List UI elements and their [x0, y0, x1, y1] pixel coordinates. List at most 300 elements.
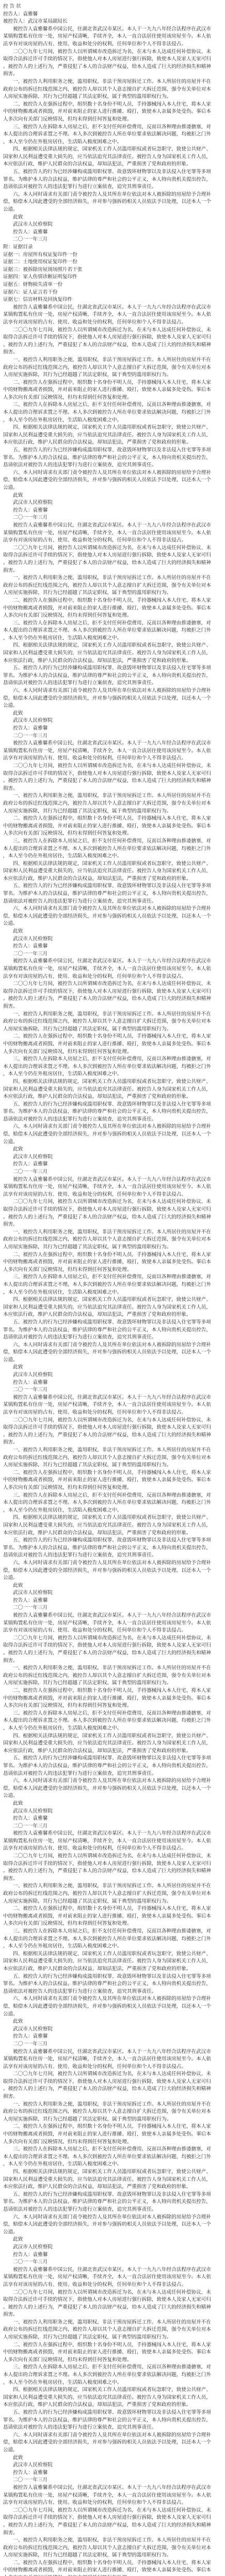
paragraph-line: 控告人：袁雅馨: [3, 2469, 48, 2476]
paragraph-line: 中的财物搬离或者损毁，并对前来阻止的家人进行推搡、殴打，致使本人亲属多处受伤。事后本: [3, 1913, 211, 1919]
header-line: 控告人：袁雅馨: [3, 11, 38, 17]
paragraph-line: 二〇一一年三月: [3, 1823, 48, 1829]
paragraph-line: 二〇〇九年七月间，被控告人以所谓城市改造拆迁为名，在未与本人达成任何补偿协议、未: [3, 981, 211, 987]
paragraph-line: 人房屋实施拆除，其行为已经超越了其法定职权，属于典型的滥用职权行为。: [3, 2552, 172, 2558]
paragraph-line: 人房屋实施拆除，其行为已经超越了其法定职权，属于典型的滥用职权行为。: [3, 1680, 172, 1686]
paragraph-line: 五、被控告人的行为已经涉嫌构成滥用职权罪、故意毁坏财物罪以及非法侵入住宅罪等多项: [3, 1319, 211, 1325]
paragraph-line: 公道。: [3, 1357, 18, 1363]
paragraph-line: 二、被控告人在强拆过程中，组织数十名身份不明人员，手持器械闯入本人住宅，将本人家: [3, 1251, 211, 1258]
paragraph-line: 本人提出的合理诉求置之不理。本人多次到被控告人所在单位要求依法解决问题，均被拒之门外: [3, 1500, 211, 1506]
paragraph-line: 武汉市人民检察院: [3, 718, 53, 724]
paragraph-line: 人多次向有关部门反映情况，但均未得到任何答复和处理。: [3, 613, 132, 619]
paragraph-line: 二〇〇九年七月间，被控告人以所谓城市改造拆迁为名，在未与本人达成任何补偿协议、未: [3, 545, 211, 551]
paragraph-line: 被控告人袁雅馨系中国公民，住湖北省武汉市某区。本人于一九九八年经合法程序在武汉市: [3, 1176, 211, 1182]
paragraph-line: 二〇〇九年七月间，被控告人以所谓城市改造拆迁为名，在未与本人达成任何补偿协议、未: [3, 2071, 211, 2077]
paragraph-line: 损害。: [3, 2094, 18, 2100]
paragraph-line: 本人提出的合理诉求置之不理。本人多次到被控告人所在单位要求依法解决问题，均被拒之门外: [3, 410, 211, 416]
paragraph-line: 本人提出的合理诉求置之不理。本人多次到被控告人所在单位要求依法解决问题，均被拒之门外: [3, 845, 211, 852]
paragraph-line: 三、被控告人在拆除本人房屋之后，拒不支付任何补偿费用，反而以各种理由推诿搪塞，对: [3, 1274, 211, 1280]
paragraph-line: 被控告人袁雅馨系中国公民，住湖北省武汉市某区。本人于一九九八年经合法程序在武汉市: [3, 1831, 211, 1837]
paragraph-line: 被控告人袁雅馨系中国公民，住湖北省武汉市某区。本人于一九九八年经合法程序在武汉市: [3, 2048, 211, 2055]
paragraph-line: 二〇一一年三月: [3, 1387, 48, 1393]
paragraph-line: 被控告人袁雅馨系中国公民，住湖北省武汉市某区。本人于一九九八年经合法程序在武汉市: [3, 1394, 211, 1400]
paragraph-line: 国家和人民利益遭受重大损失的，应当依法追究其法律责任。被控告人身为国家机关工作人员，: [3, 2394, 211, 2400]
paragraph-line: 国家和人民利益遭受重大损失的，应当依法追究其法律责任。被控告人身为国家机关工作人员，: [3, 1740, 211, 1747]
paragraph-line: 损害。: [3, 71, 18, 77]
paragraph-line: 公道。: [3, 1575, 18, 1581]
paragraph-line: 控告人：袁雅馨: [3, 507, 48, 513]
paragraph-line: 恳请依法对被控告人的违法犯罪行为进行立案侦查，追究其刑事责任。: [3, 1988, 157, 1994]
paragraph-line: 人多次向有关部门反映情况，但均未得到任何答复和处理。: [3, 2357, 132, 2363]
paragraph-line: 法享有对该房屋的占有、使用、收益和处分的权利，任何单位和个人不得非法侵占。: [3, 41, 186, 47]
paragraph-line: 二、被控告人在强拆过程中，组织数十名身份不明人员，手持器械闯入本人住宅，将本人家: [3, 816, 211, 822]
paragraph-line: 被控告人袁雅馨系中国公民，住湖北省武汉市某区。本人于一九九八年经合法程序在武汉市: [3, 2266, 211, 2273]
paragraph-line: 被控告人袁雅馨系中国公民，住湖北省武汉市某区。本人于一九九八年经合法程序在武汉市: [3, 2484, 211, 2490]
paragraph-line: 二〇一一年三月: [3, 1169, 48, 1175]
paragraph-line: 人房屋实施拆除，其行为已经超越了其法定职权，属于典型的滥用职权行为。: [3, 808, 172, 814]
paragraph-line: 二〇〇九年七月间，被控告人以所谓城市改造拆迁为名，在未与本人达成任何补偿协议、未: [3, 2289, 211, 2295]
paragraph-line: 公道。: [3, 1793, 18, 1799]
paragraph-line: 四、根据相关法律法规的规定，国家机关工作人员滥用职权或者玩忽职守，致使公共财产、: [3, 642, 211, 649]
evidence-item: 证据五：财物损失清单一份: [3, 281, 63, 287]
paragraph-line: 政府公布的拆迁红线范围之内，被控告人却以其个人意志擅自扩大拆迁范围，强令有关单位对本: [3, 2109, 211, 2115]
paragraph-line: 法享有对该房屋的占有、使用、收益和处分的权利，任何单位和个人不得非法侵占。: [3, 1410, 186, 1416]
paragraph-line: 中的财物搬离或者损毁，并对前来阻止的家人进行推搡、殴打，致使本人亲属多处受伤。事后本: [3, 109, 211, 115]
paragraph-line: 六、本人同时请求有关部门责令被控告人及其所在单位依法对本人被拆除的房屋给予合理补: [3, 2432, 211, 2438]
paragraph-line: 取得合法拆迁许可手续的情况下，指使他人对本人房屋进行强行拆除，致使本人及家人无家可归: [3, 1860, 211, 1867]
paragraph-line: 六、本人同时请求有关部门责令被控告人及其所在单位依法对本人被拆除的房屋给予合理补: [3, 191, 211, 197]
paragraph-line: 本人提出的合理诉求置之不理。本人多次到被控告人所在单位要求依法解决问题，均被拒之门外: [3, 2154, 211, 2160]
paragraph-line: 国家和人民利益遭受重大损失的，应当依法追究其法律责任。被控告人身为国家机关工作人员，: [3, 154, 211, 160]
paragraph-line: 三、被控告人在拆除本人房屋之后，拒不支付任何补偿费用，反而以各种理由推诿搪塞，对: [3, 2364, 211, 2370]
paragraph-line: 法享有对该房屋的占有、使用、收益和处分的权利，任何单位和个人不得非法侵占。: [3, 755, 186, 761]
paragraph-line: 二〇〇九年七月间，被控告人以所谓城市改造拆迁为名，在未与本人达成任何补偿协议、未: [3, 1635, 211, 1641]
paragraph-line: 偿，赔偿本人因此遭受的全部经济损失，并对参与强拆的相关人员依法予以处理，以还本人一个: [3, 2222, 211, 2228]
paragraph-line: 三、被控告人在拆除本人房屋之后，拒不支付任何补偿费用，反而以各种理由推诿搪塞，对: [3, 1056, 211, 1062]
paragraph-line: 此致: [3, 1582, 23, 1588]
paragraph-line: 六、本人同时请求有关部门责令被控告人及其所在单位依法对本人被拆除的房屋给予合理补: [3, 1778, 211, 1784]
paragraph-line: 恳请依法对被控告人的违法犯罪行为进行立案侦查，追究其刑事责任。: [3, 680, 157, 686]
paragraph-line: 此致: [3, 1364, 23, 1370]
paragraph-line: 恳请依法对被控告人的违法犯罪行为进行立案侦查，追究其刑事责任。: [3, 1770, 157, 1776]
paragraph-line: 人房屋实施拆除，其行为已经超越了其法定职权，属于典型的滥用职权行为。: [3, 94, 172, 100]
paragraph-line: 控告人：袁雅馨: [3, 229, 48, 235]
paragraph-line: 本应依法行政，维护人民群众的合法权益，却知法犯法，严重损害了党和政府的形象。: [3, 1965, 191, 1972]
paragraph-line: 取得合法拆迁许可手续的情况下，指使他人对本人房屋进行强行拆除，致使本人及家人无家可归: [3, 2078, 211, 2084]
paragraph-line: 国家和人民利益遭受重大损失的，应当依法追究其法律责任。被控告人身为国家机关工作人员，: [3, 1522, 211, 1528]
paragraph-line: 偿，赔偿本人因此遭受的全部经济损失，并对参与强拆的相关人员依法予以处理，以还本人一个: [3, 1349, 211, 1355]
paragraph-line: 控告人：袁雅馨: [3, 1597, 48, 1603]
paragraph-line: 本人提出的合理诉求置之不理。本人多次到被控告人所在单位要求依法解决问题，均被拒之门外: [3, 131, 211, 138]
paragraph-line: 二、被控告人在强拆过程中，组织数十名身份不明人员，手持器械闯入本人住宅，将本人家: [3, 1469, 211, 1476]
paragraph-line: ，本人至今仍在外租房居住，生活陷入极度困难之中。: [3, 1289, 122, 1295]
paragraph-line: 政府公布的拆迁红线范围之内，被控告人却以其个人意志擅自扩大拆迁范围，强令有关单位对本: [3, 2545, 211, 2551]
paragraph-line: 武汉市人民检察院: [3, 2244, 53, 2250]
paragraph-line: 罪名。为维护本人的合法权益，维护法律的尊严和社会的公平正义，本人特向贵机关提出控告，: [3, 672, 211, 679]
paragraph-line: 损害。: [3, 2312, 18, 2318]
paragraph-line: 本应依法行政，维护人民群众的合法权益，却知法犯法，严重损害了党和政府的形象。: [3, 2402, 191, 2408]
paragraph-line: 此致: [3, 928, 23, 935]
paragraph-line: 公道。: [3, 485, 18, 490]
paragraph-line: 此致: [3, 710, 23, 716]
paragraph-line: ，本人至今仍在外租房居住，生活陷入极度困难之中。: [3, 1725, 122, 1731]
paragraph-line: 三、被控告人在拆除本人房屋之后，拒不支付任何补偿费用，反而以各种理由推诿搪塞，对: [3, 838, 211, 844]
paragraph-line: 一、被控告人利用职务之便，滥用职权，非法干预房屋拆迁工作。本人所居住的房屋并不在: [3, 1665, 211, 1671]
paragraph-line: 某镇购置私有住房一处，房屋产权清晰，手续齐全，本人一直合法居住使用该房屋至今。本人依: [3, 1184, 211, 1190]
paragraph-line: 武汉市人民检察院: [3, 500, 53, 506]
paragraph-line: 四、根据相关法律法规的规定，国家机关工作人员滥用职权或者玩忽职守，致使公共财产、: [3, 2169, 211, 2175]
paragraph-line: 四、根据相关法律法规的规定，国家机关工作人员滥用职权或者玩忽职守，致使公共财产、: [3, 1733, 211, 1739]
evidence-item: 证据一：房屋所有权证复印件一份: [3, 251, 77, 258]
paragraph-line: 取得合法拆迁许可手续的情况下，指使他人对本人房屋进行强行拆除，致使本人及家人无家可归: [3, 56, 211, 62]
paragraph-line: 本应依法行政，维护人民群众的合法权益，却知法犯法，严重损害了党和政府的形象。: [3, 161, 191, 167]
paragraph-line: 损害。: [3, 785, 18, 791]
paragraph-line: 取得合法拆迁许可手续的情况下，指使他人对本人房屋进行强行拆除，致使本人及家人无家可归: [3, 2515, 211, 2521]
paragraph-line: 六、本人同时请求有关部门责令被控告人及其所在单位依法对本人被拆除的房屋给予合理补: [3, 1342, 211, 1348]
paragraph-line: 罪名。为维护本人的合法权益，维护法律的尊严和社会的公平正义，本人特向贵机关提出控告，: [3, 2417, 211, 2423]
paragraph-line: 恳请依法对被控告人的违法犯罪行为进行立案侦查，追究其刑事责任。: [3, 1334, 157, 1341]
paragraph-line: 偿，赔偿本人因此遭受的全部经济损失，并对参与强拆的相关人员依法予以处理，以还本人一个: [3, 913, 211, 919]
paragraph-line: 恳请依法对被控告人的违法犯罪行为进行立案侦查，追究其刑事责任。: [3, 2425, 157, 2431]
paragraph-line: 人多次向有关部门反映情况，但均未得到任何答复和处理。: [3, 2139, 132, 2145]
paragraph-line: 武汉市人民检察院: [3, 2026, 53, 2032]
paragraph-line: 中的财物搬离或者损毁，并对前来阻止的家人进行推搡、殴打，致使本人亲属多处受伤。事后本: [3, 2349, 211, 2355]
paragraph-line: 二、被控告人在强拆过程中，组织数十名身份不明人员，手持器械闯入本人住宅，将本人家: [3, 597, 211, 603]
paragraph-line: 人多次向有关部门反映情况，但均未得到任何答复和处理。: [3, 1921, 132, 1927]
paragraph-line: 一、被控告人利用职务之便，滥用职权，非法干预房屋拆迁工作。本人所居住的房屋并不在: [3, 575, 211, 581]
paragraph-line: 五、被控告人的行为已经涉嫌构成滥用职权罪、故意毁坏财物罪以及非法侵入住宅罪等多项: [3, 1973, 211, 1979]
paragraph-line: 五、被控告人的行为已经涉嫌构成滥用职权罪、故意毁坏财物罪以及非法侵入住宅罪等多项: [3, 169, 211, 175]
paragraph-line: 本应依法行政，维护人民群众的合法权益，却知法犯法，严重损害了党和政府的形象。: [3, 439, 191, 446]
paragraph-line: 此致: [3, 2019, 23, 2025]
paragraph-line: 。被控告人的上述行为，严重侵犯了本人的合法财产权益，给本人造成了巨大的经济损失和精神: [3, 560, 211, 566]
paragraph-line: 罪名。为维护本人的合法权益，维护法律的尊严和社会的公平正义，本人特向贵机关提出控告，: [3, 2199, 211, 2205]
paragraph-line: 取得合法拆迁许可手续的情况下，指使他人对本人房屋进行强行拆除，致使本人及家人无家可归: [3, 334, 211, 341]
paragraph-line: 二、被控告人在强拆过程中，组织数十名身份不明人员，手持器械闯入本人住宅，将本人家: [3, 379, 211, 385]
paragraph-line: 本应依法行政，维护人民群众的合法权益，却知法犯法，严重损害了党和政府的形象。: [3, 1748, 191, 1754]
paragraph-line: 某镇购置私有住房一处，房屋产权清晰，手续齐全，本人一直合法居住使用该房屋至今。本人依: [3, 2056, 211, 2062]
paragraph-line: 一、被控告人利用职务之便，滥用职权，非法干预房屋拆迁工作。本人所居住的房屋并不在: [3, 2537, 211, 2544]
paragraph-line: 偿，赔偿本人因此遭受的全部经济损失，并对参与强拆的相关人员依法予以处理，以还本人一个: [3, 2003, 211, 2009]
paragraph-line: 政府公布的拆迁红线范围之内，被控告人却以其个人意志擅自扩大拆迁范围，强令有关单位对本: [3, 1236, 211, 1243]
paragraph-line: 本应依法行政，维护人民群众的合法权益，却知法犯法，严重损害了党和政府的形象。: [3, 2184, 191, 2190]
paragraph-line: 公道。: [3, 2229, 18, 2235]
paragraph-line: 二、被控告人在强拆过程中，组织数十名身份不明人员，手持器械闯入本人住宅，将本人家: [3, 1906, 211, 1912]
paragraph-line: 法享有对该房屋的占有、使用、收益和处分的权利，任何单位和个人不得非法侵占。: [3, 2281, 186, 2287]
paragraph-line: 某镇购置私有住房一处，房屋产权清晰，手续齐全，本人一直合法居住使用该房屋至今。本人依: [3, 1620, 211, 1626]
paragraph-line: ，本人至今仍在外租房居住，生活陷入极度困难之中。: [3, 2161, 122, 2167]
paragraph-line: 损害。: [3, 1657, 18, 1664]
paragraph-line: 二〇〇九年七月间，被控告人以所谓城市改造拆迁为名，在未与本人达成任何补偿协议、未: [3, 1199, 211, 1205]
paragraph-line: 中的财物搬离或者损毁，并对前来阻止的家人进行推搡、殴打，致使本人亲属多处受伤。事后本: [3, 2567, 211, 2573]
paragraph-line: 三、被控告人在拆除本人房屋之后，拒不支付任何补偿费用，反而以各种理由推诿搪塞，对: [3, 402, 211, 408]
paragraph-line: 损害。: [3, 2530, 18, 2536]
paragraph-line: 五、被控告人的行为已经涉嫌构成滥用职权罪、故意毁坏财物罪以及非法侵入住宅罪等多项: [3, 1101, 211, 1107]
paragraph-line: 中的财物搬离或者损毁，并对前来阻止的家人进行推搡、殴打，致使本人亲属多处受伤。事后本: [3, 1477, 211, 1483]
paragraph-line: 公道。: [3, 1139, 18, 1145]
paragraph-line: 此致: [3, 2236, 23, 2243]
paragraph-line: 二〇一一年三月: [3, 2041, 48, 2047]
paragraph-line: 恳请依法对被控告人的违法犯罪行为进行立案侦查，追究其刑事责任。: [3, 1116, 157, 1122]
paragraph-line: 被控告人袁雅馨系中国公民，住湖北省武汉市某区。本人于一九九八年经合法程序在武汉市: [3, 740, 211, 747]
paragraph-line: 法享有对该房屋的占有、使用、收益和处分的权利，任何单位和个人不得非法侵占。: [3, 1628, 186, 1634]
paragraph-line: 本应依法行政，维护人民群众的合法权益，却知法犯法，严重损害了党和政府的形象。: [3, 657, 191, 664]
paragraph-line: 六、本人同时请求有关部门责令被控告人及其所在单位依法对本人被拆除的房屋给予合理补: [3, 2214, 211, 2220]
paragraph-line: 被控告人袁雅馨系中国公民，住湖北省武汉市某区。本人于一九九八年经合法程序在武汉市: [3, 958, 211, 964]
paragraph-line: 。被控告人的上述行为，严重侵犯了本人的合法财产权益，给本人造成了巨大的经济损失和精神: [3, 778, 211, 784]
paragraph-line: 二〇〇九年七月间，被控告人以所谓城市改造拆迁为名，在未与本人达成任何补偿协议、未: [3, 1417, 211, 1423]
paragraph-line: 五、被控告人的行为已经涉嫌构成滥用职权罪、故意毁坏财物罪以及非法侵入住宅罪等多项: [3, 2410, 211, 2415]
paragraph-line: 五、被控告人的行为已经涉嫌构成滥用职权罪、故意毁坏财物罪以及非法侵入住宅罪等多项: [3, 447, 211, 453]
paragraph-line: 一、被控告人利用职务之便，滥用职权，非法干预房屋拆迁工作。本人所居住的房屋并不在: [3, 2319, 211, 2325]
paragraph-line: 二〇一一年三月: [3, 733, 48, 739]
paragraph-line: 二〇一一年三月: [3, 1605, 48, 1611]
paragraph-line: 恳请依法对被控告人的违法犯罪行为进行立案侦查，追究其刑事责任。: [3, 1552, 157, 1558]
paragraph-line: 人房屋实施拆除，其行为已经超越了其法定职权，属于典型的滥用职权行为。: [3, 1462, 172, 1468]
paragraph-line: 二、被控告人在强拆过程中，组织数十名身份不明人员，手持器械闯入本人住宅，将本人家: [3, 101, 211, 107]
paragraph-line: 罪名。为维护本人的合法权益，维护法律的尊严和社会的公平正义，本人特向贵机关提出控告，: [3, 1109, 211, 1115]
paragraph-line: 本人提出的合理诉求置之不理。本人多次到被控告人所在单位要求依法解决问题，均被拒之门外: [3, 1718, 211, 1724]
paragraph-line: 五、被控告人的行为已经涉嫌构成滥用职权罪、故意毁坏财物罪以及非法侵入住宅罪等多项: [3, 665, 211, 671]
paragraph-line: 政府公布的拆迁红线范围之内，被控告人却以其个人意志擅自扩大拆迁范围，强令有关单位对本: [3, 800, 211, 806]
paragraph-line: 政府公布的拆迁红线范围之内，被控告人却以其个人意志擅自扩大拆迁范围，强令有关单位对本: [3, 1454, 211, 1461]
paragraph-line: 损害。: [3, 1003, 18, 1009]
paragraph-line: 一、被控告人利用职务之便，滥用职权，非法干预房屋拆迁工作。本人所居住的房屋并不在: [3, 1011, 211, 1017]
paragraph-line: 控告人：袁雅馨: [3, 2251, 48, 2258]
paragraph-line: 政府公布的拆迁红线范围之内，被控告人却以其个人意志擅自扩大拆迁范围，强令有关单位对本: [3, 582, 211, 588]
paragraph-line: ，本人至今仍在外租房居住，生活陷入极度困难之中。: [3, 1943, 122, 1950]
paragraph-line: 人房屋实施拆除，其行为已经超越了其法定职权，属于典型的滥用职权行为。: [3, 372, 172, 378]
paragraph-line: 四、根据相关法律法规的规定，国家机关工作人员滥用职权或者玩忽职守，致使公共财产、: [3, 1297, 211, 1303]
paragraph-line: 四、根据相关法律法规的规定，国家机关工作人员滥用职权或者玩忽职守，致使公共财产、: [3, 860, 211, 867]
paragraph-line: 政府公布的拆迁红线范围之内，被控告人却以其个人意志擅自扩大拆迁范围，强令有关单位对本: [3, 1019, 211, 1025]
paragraph-line: 人房屋实施拆除，其行为已经超越了其法定职权，属于典型的滥用职权行为。: [3, 1898, 172, 1904]
paragraph-line: 。被控告人的上述行为，严重侵犯了本人的合法财产权益，给本人造成了巨大的经济损失和精神: [3, 996, 211, 1002]
paragraph-line: 。被控告人的上述行为，严重侵犯了本人的合法财产权益，给本人造成了巨大的经济损失和精神: [3, 342, 211, 348]
paragraph-line: 取得合法拆迁许可手续的情况下，指使他人对本人房屋进行强行拆除，致使本人及家人无家可归: [3, 1642, 211, 1649]
paragraph-line: 人房屋实施拆除，其行为已经超越了其法定职权，属于典型的滥用职权行为。: [3, 1026, 172, 1032]
paragraph-line: 武汉市人民检察院: [3, 936, 53, 942]
evidence-item: 证据四：家人伤情诊断证明复印件: [3, 274, 77, 280]
paragraph-line: 公道。: [3, 207, 18, 213]
paragraph-line: 二〇一一年三月: [3, 2477, 48, 2483]
paragraph-line: 人多次向有关部门反映情况，但均未得到任何答复和处理。: [3, 831, 132, 837]
paragraph-line: 本人提出的合理诉求置之不理。本人多次到被控告人所在单位要求依法解决问题，均被拒之门外: [3, 2372, 211, 2378]
paragraph-line: 三、被控告人在拆除本人房屋之后，拒不支付任何补偿费用，反而以各种理由推诿搪塞，对: [3, 2146, 211, 2153]
paragraph-line: ，本人至今仍在外租房居住，生活陷入极度困难之中。: [3, 2379, 122, 2385]
paragraph-line: 取得合法拆迁许可手续的情况下，指使他人对本人房屋进行强行拆除，致使本人及家人无家可归: [3, 1425, 211, 1431]
paragraph-line: 控告人：袁雅馨: [3, 1816, 48, 1822]
paragraph-line: 罪名。为维护本人的合法权益，维护法律的尊严和社会的公平正义，本人特向贵机关提出控告，: [3, 1545, 211, 1551]
paragraph-line: 二、被控告人在强拆过程中，组织数十名身份不明人员，手持器械闯入本人住宅，将本人家: [3, 1688, 211, 1693]
paragraph-line: 一、被控告人利用职务之便，滥用职权，非法干预房屋拆迁工作。本人所居住的房屋并不在: [3, 1883, 211, 1889]
paragraph-line: 某镇购置私有住房一处，房屋产权清晰，手续齐全，本人一直合法居住使用该房屋至今。本人依: [3, 2274, 211, 2280]
paragraph-line: 法享有对该房屋的占有、使用、收益和处分的权利，任何单位和个人不得非法侵占。: [3, 973, 186, 979]
paragraph-line: 取得合法拆迁许可手续的情况下，指使他人对本人房屋进行强行拆除，致使本人及家人无家可归: [3, 988, 211, 994]
paragraph-line: 二、被控告人在强拆过程中，组织数十名身份不明人员，手持器械闯入本人住宅，将本人家: [3, 2124, 211, 2130]
paragraph-line: 六、本人同时请求有关部门责令被控告人及其所在单位依法对本人被拆除的房屋给予合理补: [3, 469, 211, 476]
paragraph-line: 取得合法拆迁许可手续的情况下，指使他人对本人房屋进行强行拆除，致使本人及家人无家可归: [3, 770, 211, 776]
paragraph-line: 四、根据相关法律法规的规定，国家机关工作人员滥用职权或者玩忽职守，致使公共财产、: [3, 1951, 211, 1957]
paragraph-line: 偿，赔偿本人因此遭受的全部经济损失，并对参与强拆的相关人员依法予以处理，以还本人一个: [3, 1567, 211, 1573]
paragraph-line: 国家和人民利益遭受重大损失的，应当依法追究其法律责任。被控告人身为国家机关工作人员，: [3, 1304, 211, 1310]
paragraph-line: 法享有对该房屋的占有、使用、收益和处分的权利，任何单位和个人不得非法侵占。: [3, 537, 186, 544]
paragraph-line: 。被控告人的上述行为，严重侵犯了本人的合法财产权益，给本人造成了巨大的经济损失和精神: [3, 63, 211, 70]
paragraph-line: 四、根据相关法律法规的规定，国家机关工作人员滥用职权或者玩忽职守，致使公共财产、: [3, 2387, 211, 2393]
paragraph-line: 二、被控告人在强拆过程中，组织数十名身份不明人员，手持器械闯入本人住宅，将本人家: [3, 1033, 211, 1040]
paragraph-line: 五、被控告人的行为已经涉嫌构成滥用职权罪、故意毁坏财物罪以及非法侵入住宅罪等多项: [3, 2191, 211, 2197]
paragraph-line: 二、被控告人在强拆过程中，组织数十名身份不明人员，手持器械闯入本人住宅，将本人家: [3, 2342, 211, 2348]
paragraph-line: 人房屋实施拆除，其行为已经超越了其法定职权，属于典型的滥用职权行为。: [3, 590, 172, 596]
paragraph-line: 。被控告人的上述行为，严重侵犯了本人的合法财产权益，给本人造成了巨大的经济损失和精神: [3, 1432, 211, 1438]
paragraph-line: 本人提出的合理诉求置之不理。本人多次到被控告人所在单位要求依法解决问题，均被拒之门外: [3, 1281, 211, 1287]
paragraph-line: 损害。: [3, 349, 18, 355]
header-line: 被控告人：武汉市某局副局长: [3, 19, 68, 25]
paragraph-line: 取得合法拆迁许可手续的情况下，指使他人对本人房屋进行强行拆除，致使本人及家人无家可归: [3, 2297, 211, 2303]
paragraph-line: 本人提出的合理诉求置之不理。本人多次到被控告人所在单位要求依法解决问题，均被拒之门外: [3, 1063, 211, 1070]
paragraph-line: 国家和人民利益遭受重大损失的，应当依法追究其法律责任。被控告人身为国家机关工作人员，: [3, 1958, 211, 1964]
paragraph-line: 一、被控告人利用职务之便，滥用职权，非法干预房屋拆迁工作。本人所居住的房屋并不在: [3, 1447, 211, 1453]
paragraph-line: 某镇购置私有住房一处，房屋产权清晰，手续齐全，本人一直合法居住使用该房屋至今。本人依: [3, 530, 211, 536]
paragraph-line: 被控告人袁雅馨系中国公民，住湖北省武汉市某区。本人于一九九八年经合法程序在武汉市: [3, 1613, 211, 1619]
evidence-item: 证据三：被拆除房屋现场照片若干张: [3, 266, 83, 273]
paragraph-line: ，本人至今仍在外租房居住，生活陷入极度困难之中。: [3, 417, 122, 423]
paragraph-line: 法享有对该房屋的占有、使用、收益和处分的权利，任何单位和个人不得非法侵占。: [3, 2500, 186, 2506]
paragraph-line: 中的财物搬离或者损毁，并对前来阻止的家人进行推搡、殴打，致使本人亲属多处受伤。事后本: [3, 387, 211, 393]
paragraph-line: 偿，赔偿本人因此遭受的全部经济损失，并对参与强拆的相关人员依法予以处理，以还本人一个: [3, 695, 211, 701]
paragraph-line: 此致: [3, 492, 23, 498]
paragraph-line: 人房屋实施拆除，其行为已经超越了其法定职权，属于典型的滥用职权行为。: [3, 2116, 172, 2122]
paragraph-line: 四、根据相关法律法规的规定，国家机关工作人员滥用职权或者玩忽职守，致使公共财产、: [3, 1078, 211, 1084]
paragraph-line: 四、根据相关法律法规的规定，国家机关工作人员滥用职权或者玩忽职守，致使公共财产、: [3, 1515, 211, 1521]
paragraph-line: 武汉市人民检察院: [3, 222, 53, 228]
paragraph-line: 中的财物搬离或者损毁，并对前来阻止的家人进行推搡、殴打，致使本人亲属多处受伤。事后本: [3, 1259, 211, 1265]
paragraph-line: ，本人至今仍在外租房居住，生活陷入极度困难之中。: [3, 1507, 122, 1513]
paragraph-line: ，本人至今仍在外租房居住，生活陷入极度困难之中。: [3, 635, 122, 641]
paragraph-line: 五、被控告人的行为已经涉嫌构成滥用职权罪、故意毁坏财物罪以及非法侵入住宅罪等多项: [3, 1537, 211, 1544]
paragraph-line: 被控告人袁雅馨系中国公民，住湖北省武汉市某区。本人于一九九八年经合法程序在武汉市: [3, 26, 211, 32]
paragraph-line: 二、被控告人在强拆过程中，组织数十名身份不明人员，手持器械闯入本人住宅，将本人家: [3, 2560, 211, 2566]
paragraph-line: 政府公布的拆迁红线范围之内，被控告人却以其个人意志擅自扩大拆迁范围，强令有关单位对本: [3, 1891, 211, 1897]
paragraph-line: 六、本人同时请求有关部门责令被控告人及其所在单位依法对本人被拆除的房屋给予合理补: [3, 1124, 211, 1130]
paragraph-line: 恳请依法对被控告人的违法犯罪行为进行立案侦查，追究其刑事责任。: [3, 2206, 157, 2212]
paragraph-line: 此致: [3, 214, 23, 220]
paragraph-line: 本应依法行政，维护人民群众的合法权益，却知法犯法，严重损害了党和政府的形象。: [3, 1530, 191, 1536]
paragraph-line: 三、被控告人在拆除本人房屋之后，拒不支付任何补偿费用，反而以各种理由推诿搪塞，对: [3, 124, 211, 130]
paragraph-line: 人多次向有关部门反映情况，但均未得到任何答复和处理。: [3, 116, 132, 122]
paragraph-line: 偿，赔偿本人因此遭受的全部经济损失，并对参与强拆的相关人员依法予以处理，以还本人一个: [3, 199, 211, 205]
paragraph-line: 恳请依法对被控告人的违法犯罪行为进行立案侦查，追究其刑事责任。: [3, 462, 157, 468]
paragraph-line: 中的财物搬离或者损毁，并对前来阻止的家人进行推搡、殴打，致使本人亲属多处受伤。事后本: [3, 2131, 211, 2138]
paragraph-line: 控告人：袁雅馨: [3, 943, 48, 950]
evidence-title: 附：证据目录: [3, 244, 33, 250]
paragraph-line: 国家和人民利益遭受重大损失的，应当依法追究其法律责任。被控告人身为国家机关工作人员，: [3, 432, 211, 438]
paragraph-line: 三、被控告人在拆除本人房屋之后，拒不支付任何补偿费用，反而以各种理由推诿搪塞，对: [3, 620, 211, 626]
paragraph-line: 取得合法拆迁许可手续的情况下，指使他人对本人房屋进行强行拆除，致使本人及家人无家可归: [3, 552, 211, 558]
evidence-item: 证据六：证人证言若干份: [3, 289, 58, 295]
paragraph-line: 一、被控告人利用职务之便，滥用职权，非法干预房屋拆迁工作。本人所居住的房屋并不在: [3, 357, 211, 363]
paragraph-line: 公道。: [3, 921, 18, 927]
paragraph-line: 。被控告人的上述行为，严重侵犯了本人的合法财产权益，给本人造成了巨大的经济损失和精神: [3, 2086, 211, 2092]
paragraph-line: 武汉市人民检察院: [3, 1590, 53, 1596]
paragraph-line: ，本人至今仍在外租房居住，生活陷入极度困难之中。: [3, 139, 122, 145]
paragraph-line: 。被控告人的上述行为，严重侵犯了本人的合法财产权益，给本人造成了巨大的经济损失和精神: [3, 2304, 211, 2310]
paragraph-line: 公道。: [3, 2447, 18, 2453]
paragraph-line: 罪名。为维护本人的合法权益，维护法律的尊严和社会的公平正义，本人特向贵机关提出控告，: [3, 1327, 211, 1333]
paragraph-line: 法享有对该房屋的占有、使用、收益和处分的权利，任何单位和个人不得非法侵占。: [3, 319, 186, 325]
paragraph-line: 罪名。为维护本人的合法权益，维护法律的尊严和社会的公平正义，本人特向贵机关提出控告，: [3, 891, 211, 897]
paragraph-line: 三、被控告人在拆除本人房屋之后，拒不支付任何补偿费用，反而以各种理由推诿搪塞，对: [3, 1928, 211, 1934]
paragraph-line: 某镇购置私有住房一处，房屋产权清晰，手续齐全，本人一直合法居住使用该房屋至今。本人依: [3, 33, 211, 40]
paragraph-line: 二〇〇九年七月间，被控告人以所谓城市改造拆迁为名，在未与本人达成任何补偿协议、未: [3, 2507, 211, 2513]
paragraph-line: 恳请依法对被控告人的违法犯罪行为进行立案侦查，追究其刑事责任。: [3, 184, 157, 190]
evidence-item: 证据七：信访材料及回执复印件: [3, 297, 73, 303]
paragraph-line: 武汉市人民检察院: [3, 1808, 53, 1814]
paragraph-line: 一、被控告人利用职务之便，滥用职权，非法干预房屋拆迁工作。本人所居住的房屋并不在: [3, 78, 211, 84]
paragraph-line: 人多次向有关部门反映情况，但均未得到任何答复和处理。: [3, 394, 132, 400]
paragraph-line: 法享有对该房屋的占有、使用、收益和处分的权利，任何单位和个人不得非法侵占。: [3, 1845, 186, 1852]
paragraph-line: 三、被控告人在拆除本人房屋之后，拒不支付任何补偿费用，反而以各种理由推诿搪塞，对: [3, 1710, 211, 1716]
paragraph-line: 中的财物搬离或者损毁，并对前来阻止的家人进行推搡、殴打，致使本人亲属多处受伤。事后本: [3, 605, 211, 611]
paragraph-line: 六、本人同时请求有关部门责令被控告人及其所在单位依法对本人被拆除的房屋给予合理补: [3, 1560, 211, 1566]
paragraph-line: 被控告人袁雅馨系中国公民，住湖北省武汉市某区。本人于一九九八年经合法程序在武汉市: [3, 522, 211, 528]
paragraph-line: 控告人：袁雅馨: [3, 1379, 48, 1385]
paragraph-line: 国家和人民利益遭受重大损失的，应当依法追究其法律责任。被控告人身为国家机关工作人员，: [3, 2176, 211, 2182]
paragraph-line: 武汉市人民检察院: [3, 1372, 53, 1378]
paragraph-line: 二〇〇九年七月间，被控告人以所谓城市改造拆迁为名，在未与本人达成任何补偿协议、未: [3, 327, 211, 333]
paragraph-line: 某镇购置私有住房一处，房屋产权清晰，手续齐全，本人一直合法居住使用该房屋至今。本人依: [3, 1838, 211, 1844]
paragraph-line: 人多次向有关部门反映情况，但均未得到任何答复和处理。: [3, 1703, 132, 1709]
paragraph-line: 四、根据相关法律法规的规定，国家机关工作人员滥用职权或者玩忽职守，致使公共财产、: [3, 425, 211, 431]
paragraph-line: 偿，赔偿本人因此遭受的全部经济损失，并对参与强拆的相关人员依法予以处理，以还本人一个: [3, 1131, 211, 1138]
paragraph-line: 二〇〇九年七月间，被控告人以所谓城市改造拆迁为名，在未与本人达成任何补偿协议、未: [3, 762, 211, 769]
paragraph-line: 法享有对该房屋的占有、使用、收益和处分的权利，任何单位和个人不得非法侵占。: [3, 1191, 186, 1197]
paragraph-line: 政府公布的拆迁红线范围之内，被控告人却以其个人意志擅自扩大拆迁范围，强令有关单位对本: [3, 364, 211, 370]
paragraph-line: 被控告人袁雅馨系中国公民，住湖北省武汉市某区。本人于一九九八年经合法程序在武汉市: [3, 304, 211, 310]
paragraph-line: 四、根据相关法律法规的规定，国家机关工作人员滥用职权或者玩忽职守，致使公共财产、: [3, 146, 211, 152]
paragraph-line: 二〇一一年三月: [3, 236, 48, 243]
paragraph-line: 武汉市人民检察院: [3, 2462, 53, 2468]
paragraph-line: 本应依法行政，维护人民群众的合法权益，却知法犯法，严重损害了党和政府的形象。: [3, 1312, 191, 1318]
paragraph-line: 控告人：袁雅馨: [3, 725, 48, 731]
paragraph-line: 偿，赔偿本人因此遭受的全部经济损失，并对参与强拆的相关人员依法予以处理，以还本人一个: [3, 2439, 211, 2446]
paragraph-line: 罪名。为维护本人的合法权益，维护法律的尊严和社会的公平正义，本人特向贵机关提出控告，: [3, 176, 211, 182]
paragraph-line: 二〇〇九年七月间，被控告人以所谓城市改造拆迁为名，在未与本人达成任何补偿协议、未: [3, 1853, 211, 1859]
paragraph-line: 损害。: [3, 1875, 18, 1882]
paragraph-line: 一、被控告人利用职务之便，滥用职权，非法干预房屋拆迁工作。本人所居住的房屋并不在: [3, 2101, 211, 2107]
paragraph-line: 某镇购置私有住房一处，房屋产权清晰，手续齐全，本人一直合法居住使用该房屋至今。本人依: [3, 748, 211, 754]
paragraph-line: 二〇一一年三月: [3, 2259, 48, 2265]
paragraph-line: 本应依法行政，维护人民群众的合法权益，却知法犯法，严重损害了党和政府的形象。: [3, 1094, 191, 1100]
paragraph-line: ，本人至今仍在外租房居住，生活陷入极度困难之中。: [3, 1071, 122, 1077]
paragraph-line: 二〇〇九年七月间，被控告人以所谓城市改造拆迁为名，在未与本人达成任何补偿协议、未: [3, 48, 211, 55]
paragraph-line: 人房屋实施拆除，其行为已经超越了其法定职权，属于典型的滥用职权行为。: [3, 2334, 172, 2341]
paragraph-line: 。被控告人的上述行为，严重侵犯了本人的合法财产权益，给本人造成了巨大的经济损失和精神: [3, 2522, 211, 2528]
paragraph-line: 一、被控告人利用职务之便，滥用职权，非法干预房屋拆迁工作。本人所居住的房屋并不在: [3, 793, 211, 799]
paragraph-line: 损害。: [3, 567, 18, 573]
paragraph-line: 政府公布的拆迁红线范围之内，被控告人却以其个人意志擅自扩大拆迁范围，强令有关单位对本: [3, 1672, 211, 1679]
paragraph-line: 六、本人同时请求有关部门责令被控告人及其所在单位依法对本人被拆除的房屋给予合理补: [3, 688, 211, 694]
paragraph-line: 三、被控告人在拆除本人房屋之后，拒不支付任何补偿费用，反而以各种理由推诿搪塞，对: [3, 1492, 211, 1498]
paragraph-line: 武汉市人民检察院: [3, 1154, 53, 1160]
paragraph-line: 公道。: [3, 2011, 18, 2017]
paragraph-line: 。被控告人的上述行为，严重侵犯了本人的合法财产权益，给本人造成了巨大的经济损失和精神: [3, 1214, 211, 1220]
paragraph-line: 此致: [3, 1800, 23, 1806]
paragraph-line: 六、本人同时请求有关部门责令被控告人及其所在单位依法对本人被拆除的房屋给予合理补: [3, 906, 211, 912]
paragraph-line: 某镇购置私有住房一处，房屋产权清晰，手续齐全，本人一直合法居住使用该房屋至今。本人依: [3, 1402, 211, 1408]
paragraph-line: 一、被控告人利用职务之便，滥用职权，非法干预房屋拆迁工作。本人所居住的房屋并不在: [3, 1229, 211, 1235]
paragraph-line: 。被控告人的上述行为，严重侵犯了本人的合法财产权益，给本人造成了巨大的经济损失和精神: [3, 1868, 211, 1874]
